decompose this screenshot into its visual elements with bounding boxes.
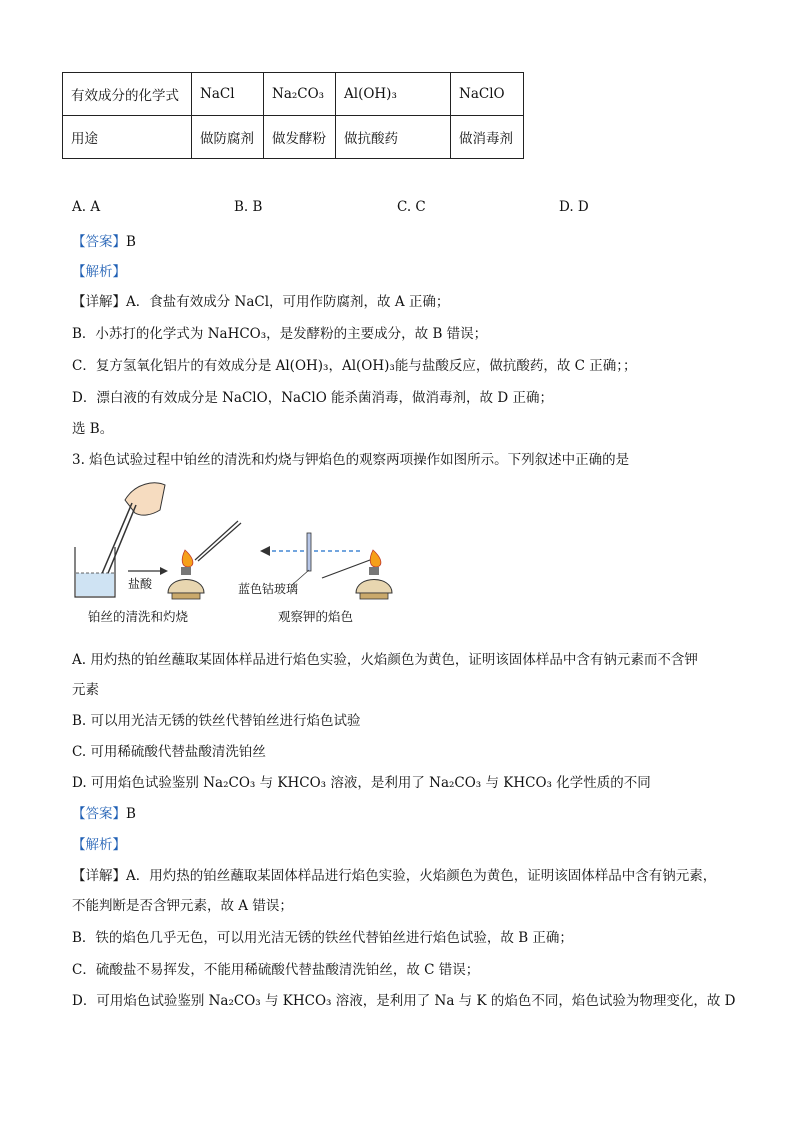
option-b: B. B bbox=[234, 199, 263, 215]
detail-line: D．可用焰色试验鉴别 Na₂CO₃ 与 KHCO₃ 溶液，是利用了 Na 与 K 的焰色不同，焰色试验为物理变化，故 D bbox=[72, 993, 736, 1009]
detail-line: B．铁的焰色几乎无色，可以用光洁无锈的铁丝代替铂丝进行焰色试验，故 B 正确； bbox=[72, 930, 573, 946]
detail-line: 不能判断是否含钾元素，故 A 错误； bbox=[72, 898, 293, 914]
caption-left: 铂丝的清洗和灼烧 bbox=[88, 609, 189, 624]
detail-text: A．用灼热的铂丝蘸取某固体样品进行焰色实验，火焰颜色为黄色，证明该固体样品中含有钠元素， bbox=[126, 868, 717, 884]
answer-value: B bbox=[126, 806, 136, 822]
alcohol-lamp-icon bbox=[356, 550, 392, 599]
analysis-tag: 【解析】 bbox=[72, 264, 126, 280]
detail-line bbox=[72, 864, 716, 884]
label-glass: 蓝色钴玻璃 bbox=[238, 582, 299, 596]
caption-right: 观察钾的焰色 bbox=[278, 609, 354, 624]
platinum-wire-icon bbox=[195, 521, 238, 560]
option-c: C. 可用稀硫酸代替盐酸清洗铂丝 bbox=[72, 744, 266, 760]
option-a: A. A bbox=[72, 199, 101, 215]
answer-line bbox=[72, 230, 136, 250]
properties-table bbox=[62, 72, 524, 159]
answer-value: B bbox=[126, 234, 136, 250]
detail-tag: 【详解】 bbox=[72, 868, 126, 884]
option-d: D. 可用焰色试验鉴别 Na₂CO₃ 与 KHCO₃ 溶液，是利用了 Na₂CO₃ 与 KHCO₃ 化学性质的不同 bbox=[72, 775, 651, 791]
option-d: D. D bbox=[559, 199, 589, 215]
table-row bbox=[63, 73, 524, 116]
table-cell: 做消毒剂 bbox=[451, 116, 524, 159]
platinum-wire-icon bbox=[322, 560, 370, 578]
table-cell: 做抗酸药 bbox=[336, 116, 451, 159]
detail-line: C．复方氢氧化铝片的有效成分是 Al(OH)₃，Al(OH)₃能与盐酸反应，做抗酸药，故 C 正确；； bbox=[72, 358, 637, 374]
answer-tag: 【答案】 bbox=[72, 806, 126, 822]
option-b: B. 可以用光洁无锈的铁丝代替铂丝进行焰色试验 bbox=[72, 713, 361, 729]
table-cell: NaCl bbox=[192, 73, 264, 116]
detail-text: A．食盐有效成分 NaCl，可用作防腐剂，故 A 正确； bbox=[126, 294, 450, 310]
option-c: C. C bbox=[397, 199, 426, 215]
table-cell: 用途 bbox=[63, 116, 192, 159]
table-row bbox=[63, 116, 524, 159]
label-acid: 盐酸 bbox=[128, 577, 153, 591]
table-cell: Na₂CO₃ bbox=[264, 73, 336, 116]
eye-icon bbox=[260, 546, 270, 556]
table-cell: 有效成分的化学式 bbox=[63, 73, 192, 116]
detail-line: B．小苏打的化学式为 NaHCO₃，是发酵粉的主要成分，故 B 错误； bbox=[72, 326, 488, 342]
detail-line: C．硫酸盐不易挥发，不能用稀硫酸代替盐酸清洗铂丝，故 C 错误； bbox=[72, 962, 480, 978]
detail-line bbox=[72, 290, 449, 310]
answer-tag: 【答案】 bbox=[72, 234, 126, 250]
table-cell: NaClO bbox=[451, 73, 524, 116]
table-cell: 做防腐剂 bbox=[192, 116, 264, 159]
detail-line: D．漂白液的有效成分是 NaClO，NaClO 能杀菌消毒，做消毒剂，故 D 正确； bbox=[72, 390, 553, 406]
hand-icon bbox=[125, 483, 165, 515]
option-a-cont: 元素 bbox=[72, 682, 99, 698]
analysis-tag: 【解析】 bbox=[72, 837, 126, 853]
answer-line bbox=[72, 802, 136, 822]
table-cell: 做发酵粉 bbox=[264, 116, 336, 159]
question-stem: 3. 焰色试验过程中铂丝的清洗和灼烧与钾焰色的观察两项操作如图所示。下列叙述中正确的是 bbox=[72, 452, 630, 468]
option-a: A. 用灼热的铂丝蘸取某固体样品进行焰色实验，火焰颜色为黄色，证明该固体样品中含有钠元素而不含钾 bbox=[72, 652, 698, 668]
table-cell: Al(OH)₃ bbox=[336, 73, 451, 116]
cobalt-glass-icon bbox=[307, 533, 311, 571]
flame-test-figure bbox=[60, 475, 400, 630]
detail-line: 选 B。 bbox=[72, 421, 114, 437]
detail-tag: 【详解】 bbox=[72, 294, 126, 310]
